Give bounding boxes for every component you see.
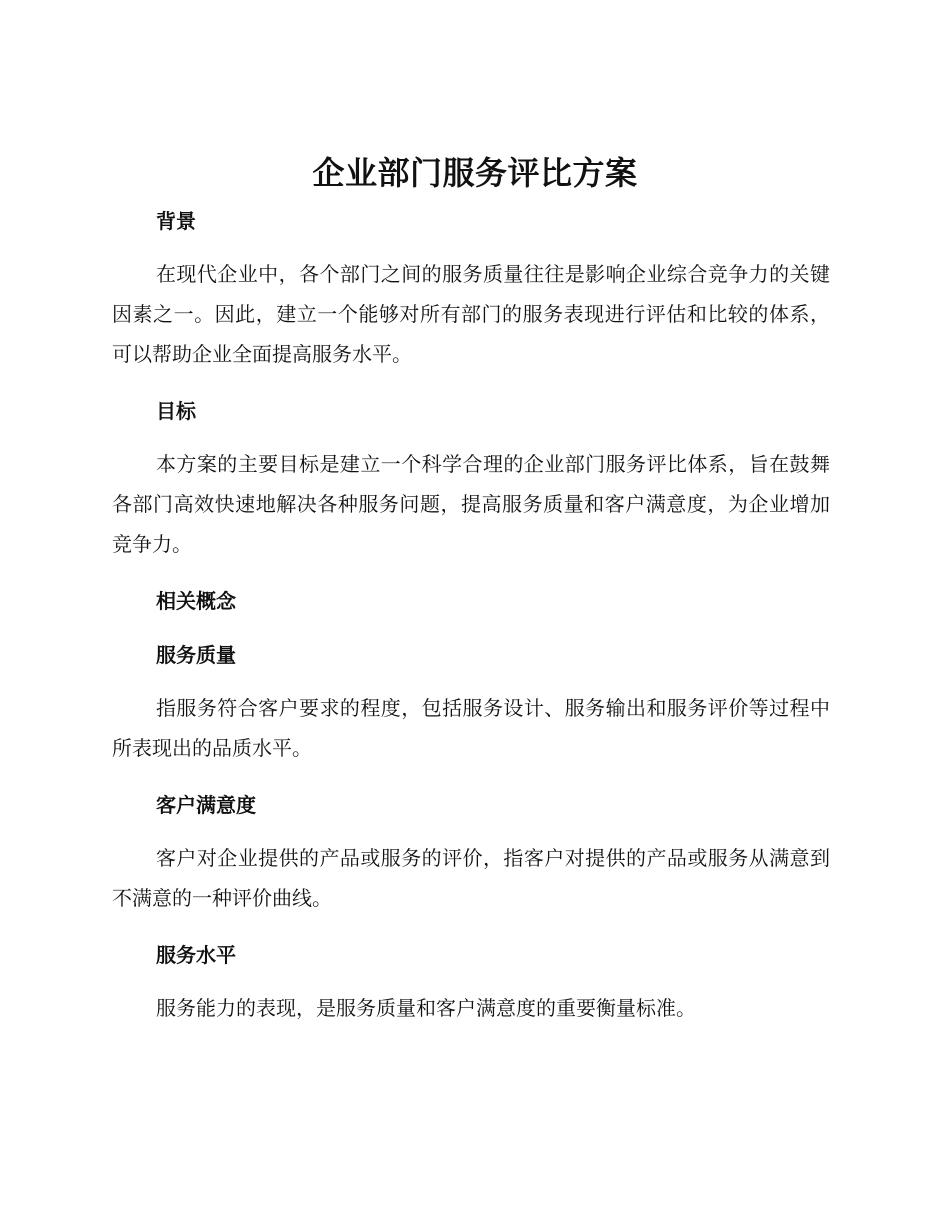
section-heading-customer-satisfaction: 客户满意度 — [156, 793, 256, 817]
section-text-service-quality: 指服务符合客户要求的程度，包括服务设计、服务输出和服务评价等过程中所表现出的品质水平。 — [112, 696, 830, 760]
page-title: 企业部门服务评比方案 — [312, 154, 638, 192]
section-text-goal: 本方案的主要目标是建立一个科学合理的企业部门服务评比体系，旨在鼓舞各部门高效快速地解决各种服务问题，提高服务质量和客户满意度，为企业增加竞争力。 — [112, 452, 830, 556]
document-body — [112, 202, 830, 1028]
section-text-service-level: 服务能力的表现，是服务质量和客户满意度的重要衡量标准。 — [156, 996, 696, 1020]
section-text-customer-satisfaction: 客户对企业提供的产品或服务的评价，指客户对提供的产品或服务从满意到不满意的一种评价曲线。 — [112, 846, 830, 910]
section-heading-background: 背景 — [156, 209, 196, 233]
section-heading-service-quality: 服务质量 — [156, 643, 236, 667]
section-heading-service-level: 服务水平 — [156, 943, 236, 967]
section-text-background: 在现代企业中，各个部门之间的服务质量往往是影响企业综合竞争力的关键因素之一。因此，建立一个能够对所有部门的服务表现进行评估和比较的体系，可以帮助企业全面提高服务水平。 — [112, 262, 830, 366]
section-heading-goal: 目标 — [156, 399, 196, 423]
section-heading-concepts: 相关概念 — [156, 589, 236, 613]
